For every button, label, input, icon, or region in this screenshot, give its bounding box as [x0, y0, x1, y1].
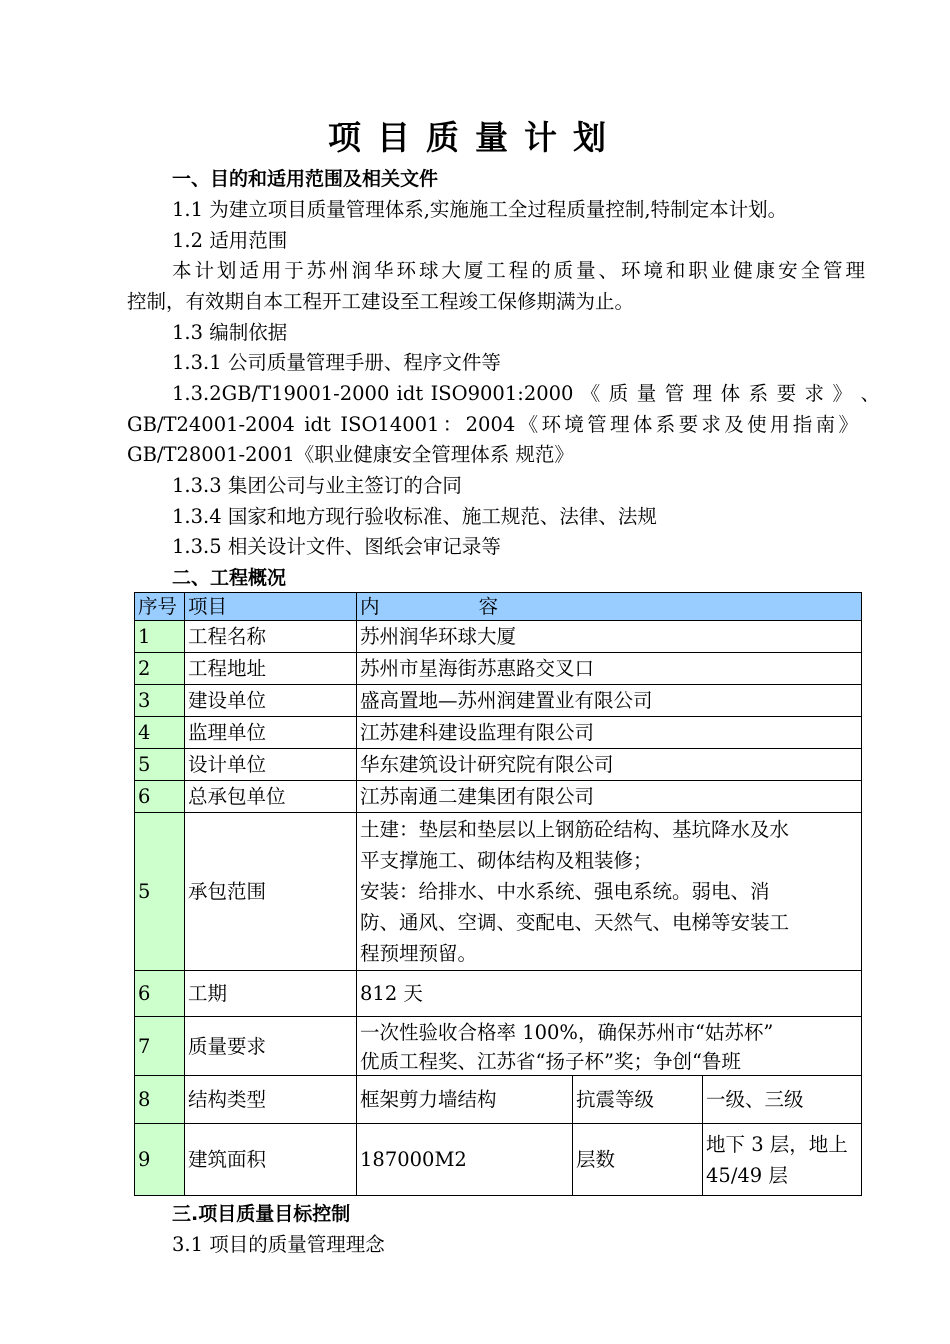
row-content: 187000M2 [357, 1124, 573, 1196]
row-content: 华东建筑设计研究院有限公司 [357, 749, 862, 781]
paragraph-1-3-1: 1.3.1 公司质量管理手册、程序文件等 [172, 351, 501, 374]
row-content: 苏州润华环球大厦 [357, 621, 862, 653]
scope-line: 程预埋预留。 [360, 942, 478, 965]
row-sub-label: 抗震等级 [573, 1076, 703, 1124]
row-content [357, 1017, 862, 1076]
row-item: 工程名称 [185, 621, 357, 653]
quality-line: 一次性验收合格率 100%，确保苏州市“姑苏杯” [360, 1021, 774, 1044]
scope-line: 土建：垫层和垫层以上钢筋砼结构、基坑降水及水 [360, 818, 790, 841]
table-row [135, 621, 862, 653]
row-no: 2 [135, 653, 185, 685]
row-content: 盛高置地—苏州润建置业有限公司 [357, 685, 862, 717]
row-no: 4 [135, 717, 185, 749]
row-no: 7 [135, 1017, 185, 1076]
paragraph-1-3-4: 1.3.4 国家和地方现行验收标准、施工规范、法律、法规 [172, 505, 657, 528]
row-content [357, 813, 862, 971]
row-no: 6 [135, 781, 185, 813]
table-row [135, 1017, 862, 1076]
table-row [135, 1124, 862, 1196]
paragraph-1-3-2-line-1: 1.3.2GB/T19001-2000 idt ISO9001:2000 《 质 量 管 理 体 系 要 求 》 、 [172, 382, 880, 405]
row-content: 812 天 [357, 971, 862, 1017]
row-content: 江苏南通二建集团有限公司 [357, 781, 862, 813]
paragraph-1-1: 1.1 为建立项目质量管理体系,实施施工全过程质量控制,特制定本计划。 [172, 198, 788, 221]
floors-line: 地下 3 层，地上 [706, 1132, 848, 1156]
paragraph-1-3-3: 1.3.3 集团公司与业主签订的合同 [172, 474, 462, 497]
row-sub-label: 层数 [573, 1124, 703, 1196]
row-sub-value [703, 1124, 862, 1196]
table-row [135, 749, 862, 781]
scope-text-line-1: 本计划适用于苏州润华环球大厦工程的质量、环境和职业健康安全管理 [172, 259, 865, 282]
row-content: 江苏建科建设监理有限公司 [357, 717, 862, 749]
table-row [135, 1076, 862, 1124]
row-no: 9 [135, 1124, 185, 1196]
table-row [135, 971, 862, 1017]
quality-line: 优质工程奖、江苏省“扬子杯”奖；争创“鲁班 [360, 1050, 741, 1073]
paragraph-1-3-2-line-3: GB/T28001-2001《职业健康安全管理体系 规范》 [127, 443, 574, 466]
row-item: 工期 [185, 971, 357, 1017]
table-row [135, 781, 862, 813]
scope-line: 平支撑施工、砌体结构及粗装修； [360, 849, 653, 872]
scope-line: 防、通风、空调、变配电、天然气、电梯等安装工 [360, 911, 790, 934]
table-row [135, 717, 862, 749]
table-row [135, 685, 862, 717]
paragraph-1-2: 1.2 适用范围 [172, 229, 288, 252]
document-title: 项目质量计划 [328, 118, 622, 157]
row-content: 框架剪力墙结构 [357, 1076, 573, 1124]
header-item: 项目 [185, 593, 357, 621]
row-no: 1 [135, 621, 185, 653]
table-row [135, 653, 862, 685]
row-item: 质量要求 [185, 1017, 357, 1076]
section-1-heading: 一、目的和适用范围及相关文件 [172, 168, 439, 190]
project-overview-table [134, 592, 862, 1196]
scope-text-line-2: 控制，有效期自本工程开工建设至工程竣工保修期满为止。 [127, 290, 635, 313]
row-content: 苏州市星海街苏惠路交叉口 [357, 653, 862, 685]
row-no: 5 [135, 749, 185, 781]
row-item: 结构类型 [185, 1076, 357, 1124]
row-item: 总承包单位 [185, 781, 357, 813]
row-item: 设计单位 [185, 749, 357, 781]
table-row [135, 813, 862, 971]
row-no: 8 [135, 1076, 185, 1124]
section-3-heading: 三.项目质量目标控制 [172, 1203, 351, 1225]
scope-line: 安装：给排水、中水系统、强电系统。弱电、消 [360, 880, 770, 903]
row-no: 5 [135, 813, 185, 971]
section-2-heading: 二、工程概况 [172, 567, 287, 589]
row-item: 监理单位 [185, 717, 357, 749]
row-item: 工程地址 [185, 653, 357, 685]
floors-line: 45/49 层 [706, 1163, 788, 1187]
paragraph-1-3-5: 1.3.5 相关设计文件、图纸会审记录等 [172, 535, 501, 558]
row-no: 3 [135, 685, 185, 717]
row-item: 建设单位 [185, 685, 357, 717]
paragraph-1-3: 1.3 编制依据 [172, 321, 288, 344]
row-item: 建筑面积 [185, 1124, 357, 1196]
header-content: 内 容 [357, 593, 862, 621]
paragraph-1-3-2-line-2: GB/T24001-2004 idt ISO14001：2004《环境管理体系要求及使用指南》 [127, 413, 858, 436]
paragraph-3-1: 3.1 项目的质量管理理念 [172, 1233, 385, 1256]
row-item: 承包范围 [185, 813, 357, 971]
row-no: 6 [135, 971, 185, 1017]
table-header-row [135, 593, 862, 621]
header-no: 序号 [135, 593, 185, 621]
row-sub-value: 一级、三级 [703, 1076, 862, 1124]
